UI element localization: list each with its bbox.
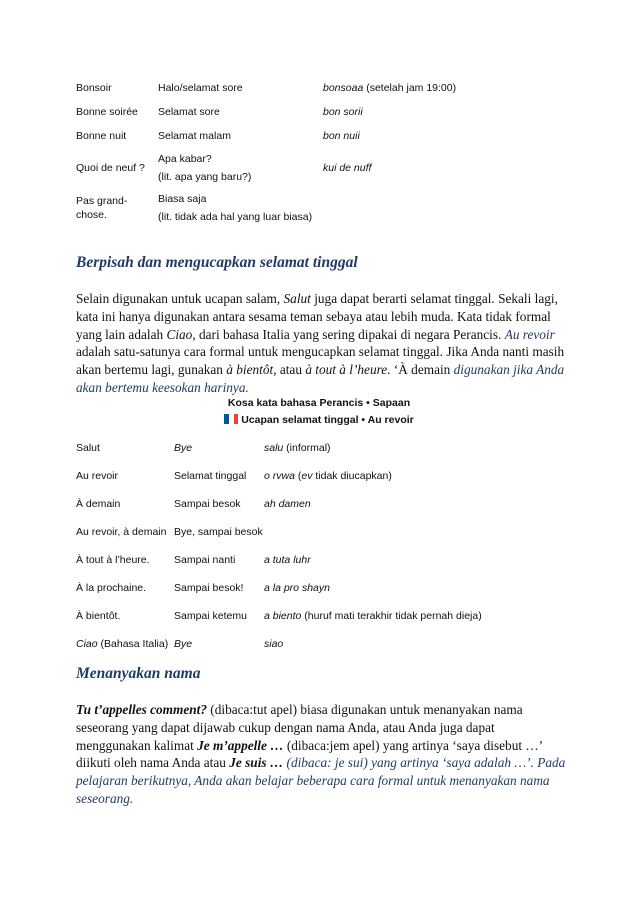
table-row: [76, 148, 483, 188]
french-flag-icon: [224, 413, 238, 423]
pronunciation: kui de nuff: [323, 162, 372, 174]
french-term: Au revoir, à demain: [76, 526, 167, 538]
indonesian-meaning: Halo/selamat sore: [158, 82, 243, 94]
section-paragraph: Tu t’appelles comment? (dibaca:tut apel) biasa digunakan untuk menanyakan nama seseorang yang dapat dijawab cukup dengan nama Anda, atau Anda juga dapat menggunakan kalimat Je m’appelle … (dibaca:jem apel) yang artinya ‘saya disebut …’ diikuti oleh nama Anda atau Je suis … (dibaca: je sui) yang artinya ‘saya adalah …’. Pada pelajaran berikutnya, Anda akan belajar beberapa cara formal untuk menanyakan nama seseorang.: [76, 702, 566, 806]
vocab-caption-line2: Ucapan selamat tinggal • Au revoir: [0, 412, 638, 428]
french-term: Quoi de neuf ?: [76, 162, 145, 174]
french-term: À bientôt.: [76, 610, 121, 622]
french-term: Au revoir: [76, 470, 119, 482]
section-paragraph: Selain digunakan untuk ucapan salam, Salut juga dapat berarti selamat tinggal. Sekali lagi, kata ini hanya digunakan antara sesama teman sebaya atau lebih muda. Kata tidak formal yang lain adalah Ciao, dari bahasa Italia yang sering dipakai di negara Perancis. Au revoir adalah satu-satunya cara formal untuk mengucapkan selamat tinggal. Jika Anda nanti masih akan bertemu lagi, gunakan à bientôt, atau à tout à l’heure. ‘À demain digunakan jika Anda akan bertemu keesokan harinya.: [76, 291, 565, 395]
french-term: Salut: [76, 442, 100, 454]
pronunciation: salu (informal): [264, 442, 331, 454]
pronunciation: siao: [264, 638, 284, 650]
table-row: [76, 518, 564, 546]
indonesian-meaning: Sampai nanti: [174, 554, 236, 566]
indonesian-meaning: Sampai besok: [174, 498, 241, 510]
table-row: [76, 490, 564, 518]
french-term: Bonne nuit: [76, 130, 127, 142]
table-row: [76, 124, 483, 148]
pronunciation: a biento (huruf mati terakhir tidak pernah dieja): [264, 610, 482, 622]
indonesian-meaning: Selamat sore: [158, 106, 220, 118]
pronunciation: a tuta luhr: [264, 554, 311, 566]
indonesian-meaning: Apa kabar? (lit. apa yang baru?): [158, 153, 252, 183]
section-heading: Menanyakan nama: [76, 665, 201, 682]
pronunciation: bon nuii: [323, 130, 360, 142]
table-row: [76, 602, 564, 630]
french-term: Bonne soirée: [76, 106, 138, 118]
french-term: Bonsoir: [76, 82, 112, 94]
indonesian-meaning: Sampai besok!: [174, 582, 244, 594]
table-row: [76, 188, 483, 228]
pronunciation: a la pro shayn: [264, 582, 330, 594]
indonesian-meaning: Selamat tinggal: [174, 470, 247, 482]
indonesian-meaning: Bye: [174, 638, 193, 650]
table-row: [76, 462, 564, 490]
pronunciation: bonsoaa (setelah jam 19:00): [323, 82, 457, 94]
indonesian-meaning: Bye: [174, 442, 193, 454]
table-row: [76, 434, 564, 462]
greetings-table: [76, 76, 483, 228]
pronunciation: o rvwa (ev tidak diucapkan): [264, 470, 392, 482]
indonesian-meaning: Sampai ketemu: [174, 610, 247, 622]
pronunciation: ah damen: [264, 498, 311, 510]
french-term: Pas grand-chose.: [76, 195, 128, 221]
table-row: [76, 100, 483, 124]
indonesian-meaning: Selamat malam: [158, 130, 231, 142]
table-row: [76, 630, 564, 658]
french-term: Ciao (Bahasa Italia): [76, 638, 169, 650]
table-row: [76, 76, 483, 100]
french-term: À demain: [76, 498, 121, 510]
french-term: À la prochaine.: [76, 582, 147, 594]
french-term: À tout à l’heure.: [76, 554, 150, 566]
vocab-caption-line1: Kosa kata bahasa Perancis • Sapaan: [227, 397, 411, 409]
table-row: [76, 546, 564, 574]
pronunciation: bon sorii: [323, 106, 363, 118]
indonesian-meaning: Biasa saja (lit. tidak ada hal yang luar biasa): [158, 193, 313, 223]
table-row: [76, 574, 564, 602]
section-heading: Berpisah dan mengucapkan selamat tinggal: [76, 254, 358, 271]
vocab-table: [76, 434, 564, 658]
indonesian-meaning: Bye, sampai besok: [174, 526, 263, 538]
